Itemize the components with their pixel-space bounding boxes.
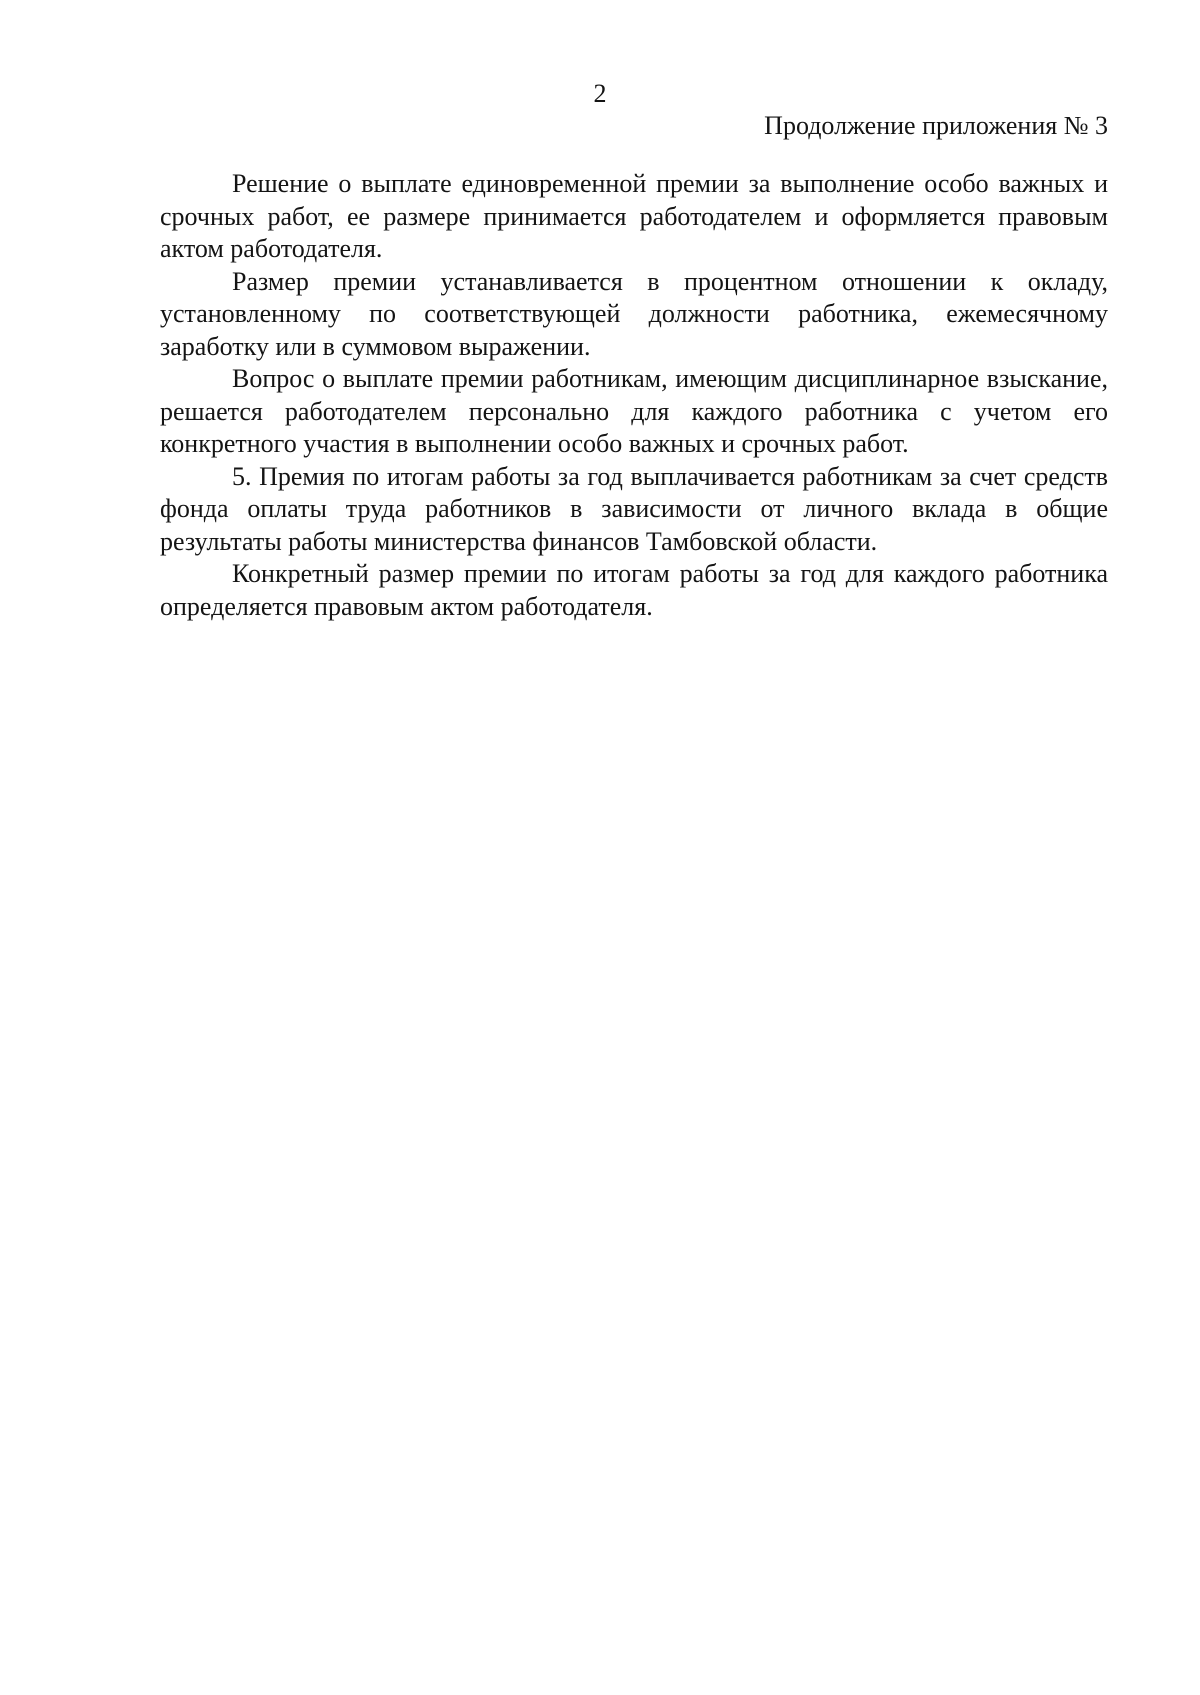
appendix-continuation-heading: Продолжение приложения № 3 [764, 111, 1108, 140]
document-body [160, 168, 1108, 623]
paragraph-annual-bonus-size: Конкретный размер премии по итогам работы за год для каждого работника определяется правовым актом работодателя. [160, 559, 1108, 621]
paragraph-annual-bonus: 5. Премия по итогам работы за год выплачивается работникам за счет средств фонда оплаты труда работников в зависимости от личного вклада в общие результаты работы министерства финансов Тамбовской области. [160, 461, 1108, 556]
paragraph-bonus-size: Размер премии устанавливается в процентном отношении к окладу, установленному по соответствующей должности работника, ежемесячному заработку или в суммовом выражении. [160, 266, 1108, 361]
page-number: 2 [593, 79, 607, 108]
paragraph-bonus-decision: Решение о выплате единовременной премии за выполнение особо важных и срочных работ, ее размере принимается работодателем и оформляется правовым актом работодателя. [160, 169, 1108, 263]
paragraph-disciplinary-penalty: Вопрос о выплате премии работникам, имеющим дисциплинарное взыскание, решается работодателем персонально для каждого работника с учетом его конкретного участия в выполнении особо важных и срочных работ. [160, 364, 1108, 458]
